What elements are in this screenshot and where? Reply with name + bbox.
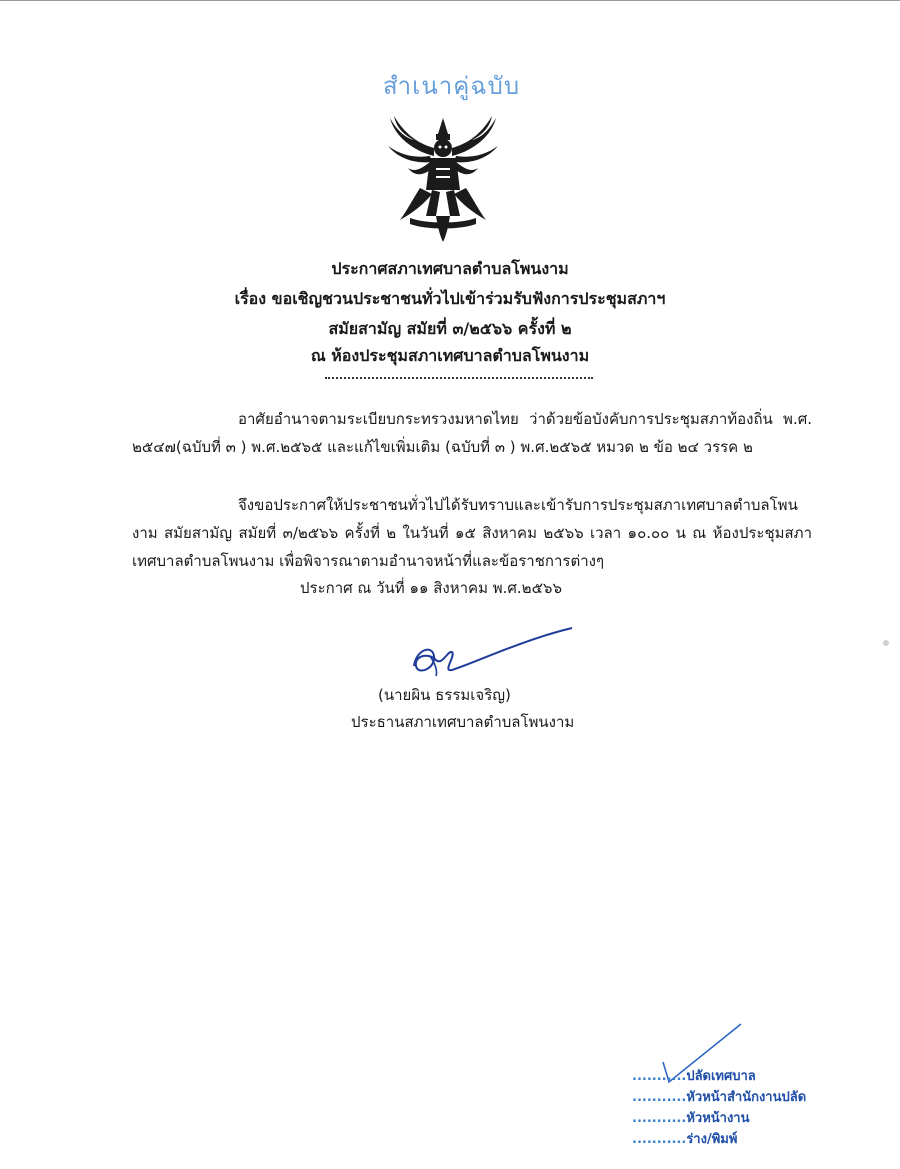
heading-divider bbox=[325, 377, 593, 379]
signer-name: (นายผิน ธรรมเจริญ) bbox=[378, 686, 511, 704]
routing-label: ร่าง/พิมพ์ bbox=[686, 1132, 738, 1147]
scan-speck bbox=[883, 640, 889, 646]
signer-title: ประธานสภาเทศบาลตำบลโพนงาม bbox=[351, 713, 575, 731]
routing-item-drafter bbox=[632, 1129, 852, 1150]
announcement-date: ประกาศ ณ วันที่ ๑๑ สิงหาคม พ.ศ.๒๕๖๖ bbox=[300, 579, 562, 597]
announcement-session: สมัยสามัญ สมัยที่ ๓/๒๕๖๖ ครั้งที่ ๒ bbox=[328, 319, 572, 338]
copy-stamp: สำเนาคู่ฉบับ bbox=[383, 72, 521, 100]
signature-image bbox=[412, 626, 574, 684]
garuda-emblem-icon bbox=[380, 112, 506, 244]
routing-dots: ........... bbox=[632, 1132, 687, 1147]
routing-item-office-head bbox=[632, 1087, 852, 1108]
routing-dots: ........... bbox=[632, 1069, 687, 1084]
routing-label: หัวหน้าสำนักงานปลัด bbox=[686, 1090, 807, 1105]
routing-dots: ........... bbox=[632, 1090, 687, 1105]
routing-label: หัวหน้างาน bbox=[686, 1111, 750, 1126]
routing-item-clerk bbox=[632, 1066, 852, 1087]
announcement-venue: ณ ห้องประชุมสภาเทศบาลตำบลโพนงาม bbox=[310, 346, 590, 365]
routing-item-section-head bbox=[632, 1108, 852, 1129]
body-paragraph-authority: อาศัยอำนาจตามระเบียบกระทรวงมหาดไทย ว่าด้วยข้อบังคับการประชุมสภาท้องถิ่น พ.ศ. ๒๕๔๗(ฉบับที่ ๓ ) พ.ศ.๒๕๖๕ และแก้ไขเพิ่มเติม (ฉบับที่ ๓ ) พ.ศ.๒๕๖๕ หมวด ๒ ข้อ ๒๔ วรรค ๒ bbox=[132, 410, 812, 456]
page-top-edge bbox=[0, 0, 900, 13]
announcement-title: ประกาศสภาเทศบาลตำบลโพนงาม bbox=[331, 259, 569, 278]
announcement-subject: เรื่อง ขอเชิญชวนประชาชนทั่วไปเข้าร่วมรับฟังการประชุมสภาฯ bbox=[234, 289, 666, 308]
routing-dots: ........... bbox=[632, 1111, 687, 1126]
routing-label: ปลัดเทศบาล bbox=[686, 1069, 756, 1084]
routing-list bbox=[632, 1066, 852, 1150]
body-paragraph-invitation: จึงขอประกาศให้ประชาชนทั่วไปได้รับทราบและเข้ารับการประชุมสภาเทศบาลตำบลโพนงาม สมัยสามัญ สมัยที่ ๓/๒๕๖๖ ครั้งที่ ๒ ในวันที่ ๑๕ สิงหาคม ๒๕๖๖ เวลา ๑๐.๐๐ น ณ ห้องประชุมสภาเทศบาลตำบลโพนงาม เพื่อพิจารณาตามอำนาจหน้าที่และข้อราชการต่างๆ bbox=[132, 496, 812, 570]
